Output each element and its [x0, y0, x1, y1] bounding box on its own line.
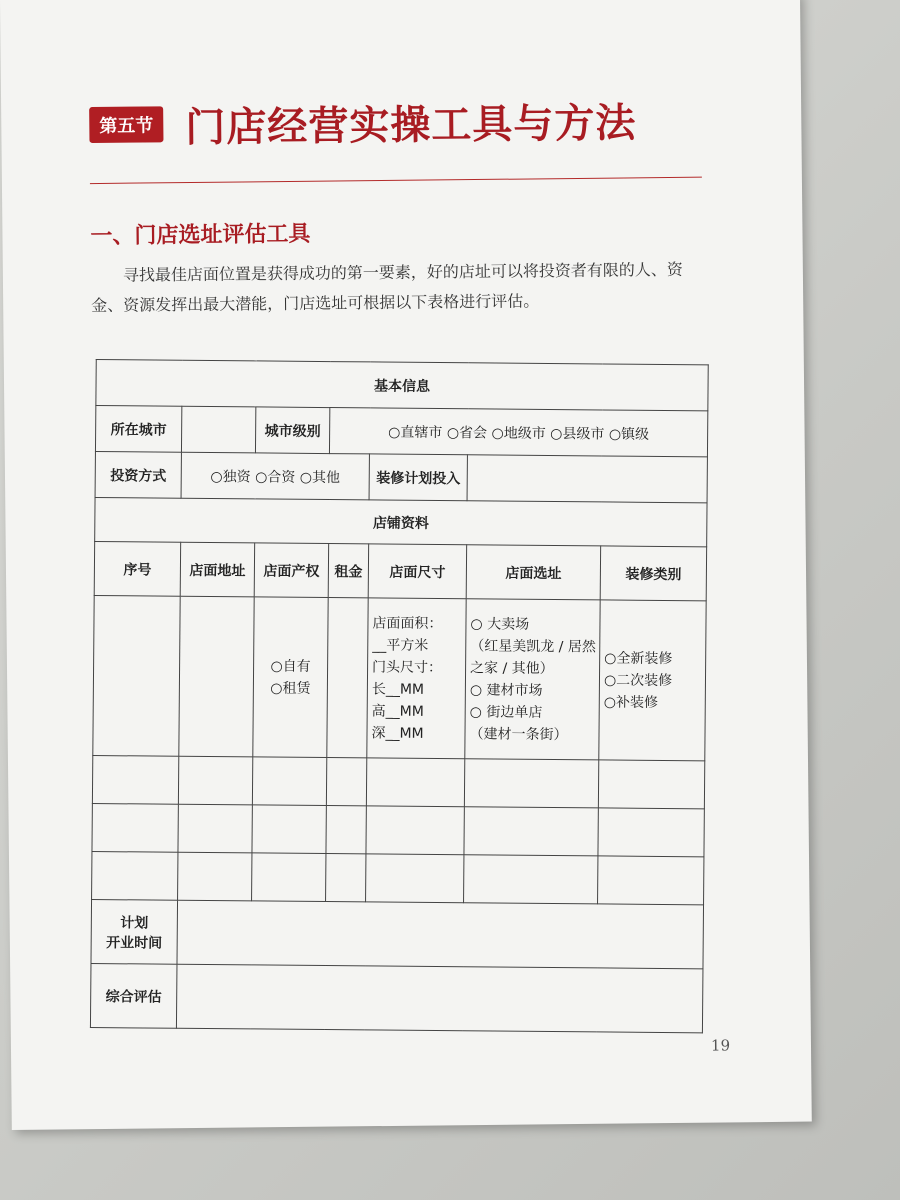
rent-cell[interactable]	[327, 598, 368, 758]
location-line: ○ 街边单店	[469, 703, 543, 721]
renovation-budget-label: 装修计划投入	[369, 454, 467, 501]
column-header-rent: 租金	[328, 544, 368, 598]
location-line: （建材一条街）	[469, 725, 568, 743]
size-line: 长__MM	[371, 680, 425, 698]
store-info-header: 店铺资料	[95, 498, 707, 547]
column-header-property: 店面产权	[254, 543, 328, 598]
column-header-index: 序号	[94, 542, 180, 597]
decoration-option[interactable]: ○补装修	[603, 693, 659, 711]
table-row	[92, 756, 704, 809]
column-header-size: 店面尺寸	[368, 544, 466, 599]
section-badge: 第五节	[89, 106, 163, 143]
planned-opening-input-cell[interactable]	[177, 900, 704, 969]
property-option-leased[interactable]: ○租赁	[270, 680, 311, 697]
location-line: （红星美凯龙 / 居然	[470, 637, 596, 655]
size-fields[interactable]	[367, 598, 466, 759]
city-input-cell[interactable]	[181, 406, 255, 453]
basic-info-header: 基本信息	[96, 360, 708, 411]
site-evaluation-form	[90, 359, 709, 1033]
size-line: __平方米	[372, 636, 429, 654]
size-line: 深__MM	[371, 724, 424, 742]
subsection-title: 一、门店选址评估工具	[90, 220, 311, 250]
size-line: 店面面积：	[372, 614, 443, 632]
decoration-option[interactable]: ○二次装修	[603, 671, 673, 689]
column-header-address: 店面地址	[180, 542, 254, 597]
table-row	[92, 852, 704, 905]
decoration-option[interactable]: ○全新装修	[604, 649, 673, 667]
size-line: 高__MM	[371, 702, 424, 720]
column-header-decoration: 装修类别	[600, 546, 706, 601]
city-level-label: 城市级别	[255, 407, 329, 454]
page-number: 19	[710, 1036, 731, 1055]
overall-evaluation-input-cell[interactable]	[176, 964, 703, 1033]
investment-options[interactable]: ○独资 ○合资 ○其他	[181, 452, 369, 500]
section-title: 门店经营实操工具与方法	[185, 99, 637, 152]
property-options[interactable]	[253, 597, 328, 758]
location-line: ○ 大卖场	[470, 615, 530, 633]
decoration-options[interactable]	[599, 600, 706, 761]
section-divider	[90, 177, 702, 184]
location-options[interactable]	[465, 599, 600, 760]
investment-label: 投资方式	[95, 452, 181, 499]
city-label: 所在城市	[95, 406, 181, 453]
overall-evaluation-label: 综合评估	[90, 963, 177, 1028]
table-row	[93, 596, 706, 761]
table-row	[92, 804, 704, 857]
property-option-owned[interactable]: ○自有	[270, 658, 311, 675]
location-line: 之家 / 其他）	[470, 659, 554, 677]
planned-opening-label-line2: 开业时间	[106, 934, 163, 952]
address-cell[interactable]	[179, 596, 254, 757]
intro-paragraph: 寻找最佳店面位置是获得成功的第一要素，好的店址可以将投资者有限的人、资金、资源发挥出最大潜能，门店选址可根据以下表格进行评估。	[91, 259, 683, 316]
column-header-location: 店面选址	[466, 545, 600, 600]
city-level-options[interactable]: ○直辖市 ○省会 ○地级市 ○县级市 ○镇级	[329, 408, 707, 457]
planned-opening-label-line1: 计划	[120, 914, 149, 931]
planned-opening-label	[91, 900, 178, 965]
section-header	[89, 91, 702, 193]
renovation-budget-input-cell[interactable]	[467, 455, 707, 503]
size-line: 门头尺寸：	[372, 658, 443, 676]
location-line: ○ 建材市场	[469, 681, 543, 699]
index-cell[interactable]	[93, 596, 180, 757]
